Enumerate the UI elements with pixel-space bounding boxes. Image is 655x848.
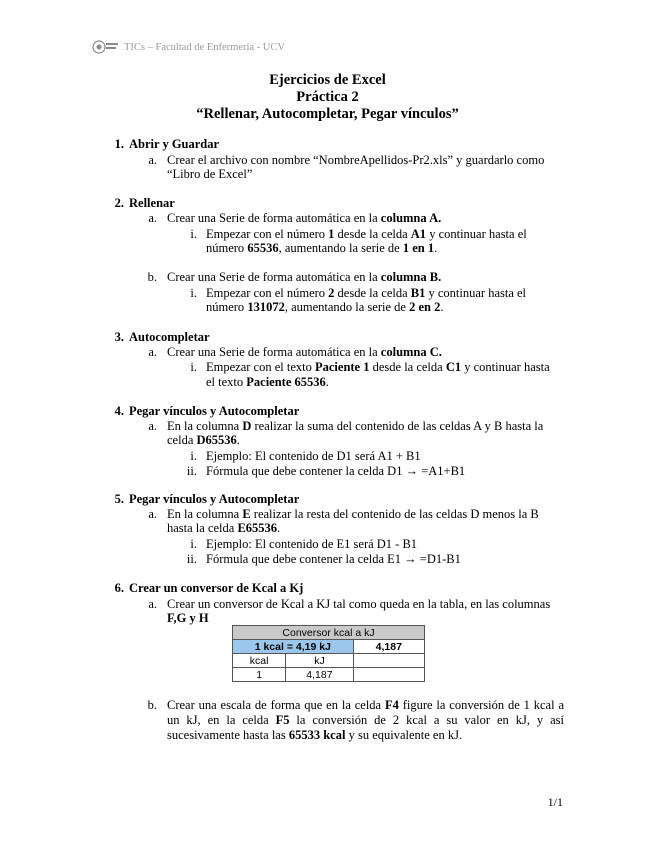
section-4-title: Pegar vínculos y Autocompletar <box>129 404 300 418</box>
conversion-table <box>232 625 425 682</box>
page-header <box>92 40 285 54</box>
s4-i-text: Ejemplo: El contenido de D1 será A1 + B1 <box>206 449 421 463</box>
header-text: TICs – Facultad de Enfermería - UCV <box>124 41 285 53</box>
s5-a-text-2: hasta la celda E65536. <box>167 521 281 535</box>
s4-ii-text: Fórmula que debe contener la celda D1 → =A1+B1 <box>206 464 466 478</box>
table-head-value: 4,187 <box>353 640 424 654</box>
s4-a-text-1: En la columna D realizar la suma del contenido de las celdas A y B hasta la <box>167 419 544 433</box>
table-cell-empty <box>353 654 424 668</box>
section-6-title: Crear un conversor de Kcal a Kj <box>129 581 304 595</box>
table-head-label: 1 kcal = 4,19 kJ <box>233 640 354 654</box>
s2-a-text: Crear una Serie de forma automática en la columna A. <box>167 211 442 225</box>
document-title <box>0 72 655 123</box>
s3-a-text: Crear una Serie de forma automática en la columna C. <box>167 345 442 359</box>
section-5-title: Pegar vínculos y Autocompletar <box>129 492 300 506</box>
table-cell-empty <box>353 668 424 682</box>
table-col-kj: kJ <box>286 654 353 668</box>
s2-ai-text-2: número 65536, aumentando la serie de 1 en 1. <box>206 241 438 255</box>
s2-ai-text-1: Empezar con el número 1 desde la celda A1 y continuar hasta el <box>206 227 527 241</box>
s6-b-text: Crear una escala de forma que en la celda F4 figure la conversión de 1 kcal a un kJ, en la celda F5 la conversión de 2 kcal a su valor en kJ, y así sucesivamente hasta las 65533 kcal y su equivalente en kJ. <box>167 698 564 742</box>
s5-a-text-1: En la columna E realizar la resta del contenido de las celdas D menos la B <box>167 507 539 521</box>
title-line-2: Práctica 2 <box>296 89 359 105</box>
university-logo-icon <box>92 40 120 54</box>
table-cell-kcal: 1 <box>233 668 286 682</box>
s6-a-text-2: F,G y H <box>167 611 209 625</box>
s4-a-text-2: celda D65536. <box>167 433 240 447</box>
section-2-title: Rellenar <box>129 196 175 210</box>
s1-a-text-2: “Libro de Excel” <box>167 167 253 181</box>
section-3-title: Autocompletar <box>129 330 210 344</box>
title-line-3: “Rellenar, Autocompletar, Pegar vínculos” <box>196 106 459 122</box>
table-cell-kj: 4,187 <box>286 668 353 682</box>
title-line-1: Ejercicios de Excel <box>269 72 386 88</box>
table-title: Conversor kcal a kJ <box>233 626 425 640</box>
s5-i-text: Ejemplo: El contenido de E1 será D1 - B1 <box>206 537 418 551</box>
s2-bi-text-1: Empezar con el número 2 desde la celda B1 y continuar hasta el <box>206 286 527 300</box>
table-col-kcal: kcal <box>233 654 286 668</box>
s2-b-text: Crear una Serie de forma automática en la columna B. <box>167 270 442 284</box>
s5-ii-text: Fórmula que debe contener la celda E1 → =D1-B1 <box>206 552 461 566</box>
s2-bi-text-2: número 131072, aumentando la serie de 2 en 2. <box>206 300 444 314</box>
s1-a-text-1: Crear el archivo con nombre “NombreApellidos-Pr2.xls” y guardarlo como <box>167 153 545 167</box>
s3-ai-text-1: Empezar con el texto Paciente 1 desde la celda C1 y continuar hasta <box>206 360 550 374</box>
s6-a-text-1: Crear un conversor de Kcal a KJ tal como queda en la tabla, en las columnas <box>167 597 551 611</box>
page-number: 1/1 <box>547 795 563 809</box>
section-1-title: Abrir y Guardar <box>129 137 220 151</box>
s3-ai-text-2: el texto Paciente 65536. <box>206 375 329 389</box>
